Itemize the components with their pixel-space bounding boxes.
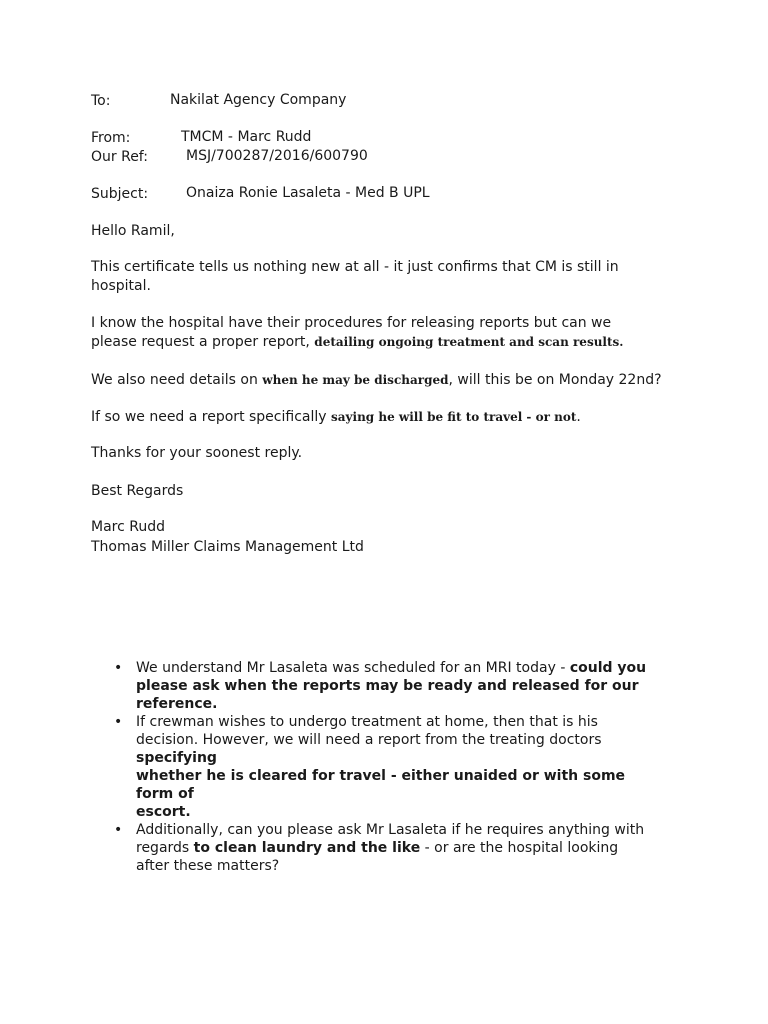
subject-row xyxy=(91,185,148,204)
paragraph-4 xyxy=(91,408,581,427)
subject-label: Subject: xyxy=(91,186,149,202)
greeting: Hello Ramil, xyxy=(91,223,175,239)
bullet-3-emphasis: to clean laundry and the like xyxy=(193,840,421,856)
list-item xyxy=(112,821,652,875)
subject-value: Onaiza Ronie Lasaleta - Med B UPL xyxy=(186,185,430,201)
bullet-2-emphasis-2: whether he is cleared for travel - either unaided or with some form of xyxy=(136,768,626,802)
paragraph-1-line-1: This certificate tells us nothing new at all - it just confirms that CM is still in xyxy=(91,259,619,275)
paragraph-2-line-1: I know the hospital have their procedures for releasing reports but can we xyxy=(91,315,612,331)
ref-row xyxy=(91,148,148,167)
list-item xyxy=(112,659,652,713)
bullet-1-emphasis: could you please ask when the reports may be ready and released for our reference. xyxy=(136,660,647,712)
bullet-3-text-1: Additionally, can you please ask Mr Lasaleta if he requires anything with regards xyxy=(136,822,645,856)
paragraph-3 xyxy=(91,371,662,390)
paragraph-2-text: please request a proper report, xyxy=(91,334,315,350)
bullet-2-text: If crewman wishes to undergo treatment at home, then that is his decision. However, we will need a report from the treating doctors xyxy=(136,714,602,748)
bullet-2-emphasis-1: specifying xyxy=(136,750,217,766)
paragraph-3-text-a: We also need details on xyxy=(91,372,263,388)
ref-label: Our Ref: xyxy=(91,149,148,165)
paragraph-4-text-c: . xyxy=(576,409,581,425)
from-label: From: xyxy=(91,130,131,146)
paragraph-3-text-c: , will this be on Monday 22nd? xyxy=(448,372,662,388)
from-row xyxy=(91,129,130,148)
to-row xyxy=(91,92,110,111)
signature-name: Marc Rudd xyxy=(91,519,165,535)
regards-line: Best Regards xyxy=(91,483,184,499)
paragraph-2-line-2 xyxy=(91,333,623,352)
to-label: To: xyxy=(91,93,111,109)
bullet-list xyxy=(112,659,652,875)
bullet-dot: • xyxy=(114,714,123,730)
ref-value: MSJ/700287/2016/600790 xyxy=(186,148,368,164)
paragraph-4-emphasis: saying he will be fit to travel - or not xyxy=(331,410,577,424)
bullet-dot: • xyxy=(114,822,123,838)
bullet-dot: • xyxy=(114,660,123,676)
signature-company: Thomas Miller Claims Management Ltd xyxy=(91,539,364,555)
to-value: Nakilat Agency Company xyxy=(170,92,347,108)
paragraph-2-emphasis: detailing ongoing treatment and scan results. xyxy=(314,335,624,349)
from-value: TMCM - Marc Rudd xyxy=(181,129,312,145)
thanks-line: Thanks for your soonest reply. xyxy=(91,445,303,461)
paragraph-3-emphasis: when he may be discharged xyxy=(262,373,449,387)
bullet-1-text: We understand Mr Lasaleta was scheduled for an MRI today - xyxy=(136,660,570,676)
paragraph-4-text-a: If so we need a report specifically xyxy=(91,409,331,425)
bullet-2-emphasis-3: escort. xyxy=(136,804,191,820)
list-item xyxy=(112,713,652,821)
paragraph-1-line-2: hospital. xyxy=(91,278,151,294)
bullet-3-text-2: - or are the hospital looking after these matters? xyxy=(136,840,619,874)
